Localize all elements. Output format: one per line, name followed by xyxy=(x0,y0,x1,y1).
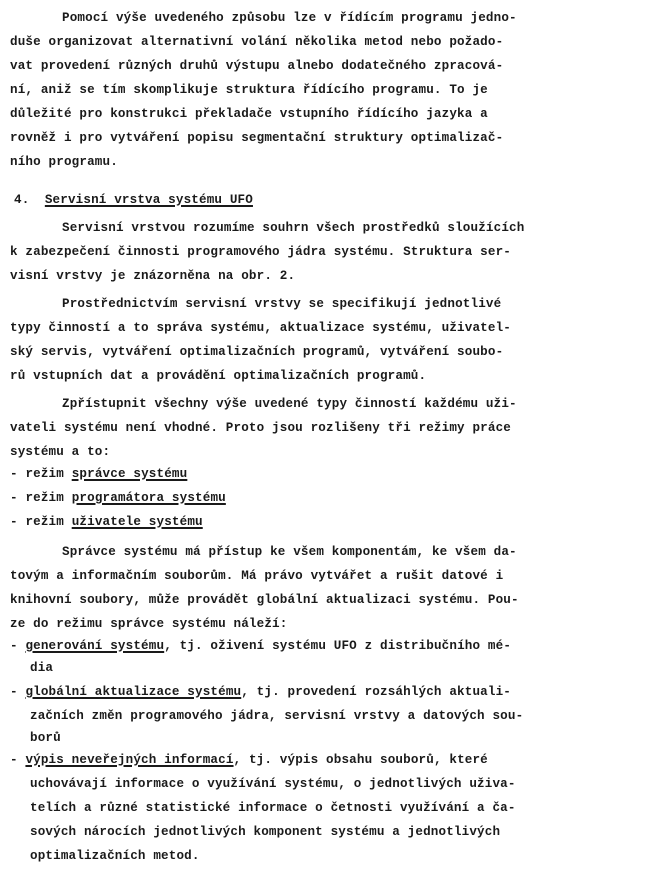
mode-prefix: režim xyxy=(25,491,64,505)
list-bullet: - xyxy=(10,639,18,653)
admin-line-3: knihovní soubory, může provádět globální aktualizaci systému. Pou- xyxy=(10,593,519,607)
definition-line-2: k zabezpečení činnosti programového jádra systému. Struktura ser- xyxy=(10,245,511,259)
list-bullet: - xyxy=(10,515,18,529)
mode-term: programátora systému xyxy=(71,491,226,505)
list-item-continuation: dia xyxy=(30,661,54,675)
list-item-continuation: borů xyxy=(30,731,61,745)
list-bullet: - xyxy=(10,753,18,767)
intro-line-3: vat provedení různých druhů výstupu alnebo dodatečného zpracová- xyxy=(10,59,504,73)
definition-line-3: visní vrstvy je znázorněna na obr. 2. xyxy=(10,269,296,283)
list-item-continuation: telích a různé statistické informace o četnosti využívání a ča- xyxy=(30,801,516,815)
admin-line-1: Správce systému má přístup ke všem komponentám, ke všem da- xyxy=(62,545,517,559)
list-item xyxy=(10,488,226,508)
section-number: 4. xyxy=(14,193,30,207)
list-bullet: - xyxy=(10,467,18,481)
section-title: Servisní vrstva systému UFO xyxy=(44,193,253,207)
definition-line-1: Servisní vrstvou rozumíme souhrn všech prostředků sloužících xyxy=(62,221,525,235)
section-heading xyxy=(14,190,253,210)
list-item-continuation: začních změn programového jádra, servisní vrstvy a datových sou- xyxy=(30,709,524,723)
list-item xyxy=(10,750,488,770)
list-item-continuation: sových nárocích jednotlivých komponent systému a jednotlivých xyxy=(30,825,501,839)
mode-term: správce systému xyxy=(71,467,188,481)
intro-line-6: rovněž i pro vytváření popisu segmentační struktury optimalizač- xyxy=(10,131,504,145)
modes-line-2: vateli systému není vhodné. Proto jsou rozlišeny tři režimy práce xyxy=(10,421,511,435)
activities-line-3: ský servis, vytváření optimalizačních programů, vytváření soubo- xyxy=(10,345,504,359)
modes-line-3: systému a to: xyxy=(10,445,111,459)
admin-term-description: , tj. provedení rozsáhlých aktuali- xyxy=(241,685,512,699)
admin-line-4: ze do režimu správce systému náleží: xyxy=(10,617,288,631)
list-bullet: - xyxy=(10,685,18,699)
admin-term-description: , tj. výpis obsahu souborů, které xyxy=(233,753,488,767)
admin-term-description: , tj. oživení systému UFO z distribučního mé- xyxy=(164,639,512,653)
intro-line-1: Pomocí výše uvedeného způsobu lze v řídícím programu jedno- xyxy=(62,11,517,25)
list-bullet: - xyxy=(10,491,18,505)
list-item xyxy=(10,682,511,702)
list-item xyxy=(10,464,187,484)
activities-line-4: rů vstupních dat a provádění optimalizačních programů. xyxy=(10,369,427,383)
intro-line-4: ní, aniž se tím skomplikuje struktura řídícího programu. To je xyxy=(10,83,488,97)
admin-term: výpis neveřejných informací xyxy=(25,753,234,767)
intro-line-2: duše organizovat alternativní volání několika metod nebo požado- xyxy=(10,35,504,49)
activities-line-2: typy činností a to správa systému, aktualizace systému, uživatel- xyxy=(10,321,511,335)
mode-prefix: režim xyxy=(25,467,64,481)
list-item-continuation: uchovávají informace o využívání systému, o jednotlivých uživa- xyxy=(30,777,516,791)
list-item-continuation: optimalizačních metod. xyxy=(30,849,200,863)
list-item xyxy=(10,512,203,532)
admin-term: globální aktualizace systému xyxy=(25,685,242,699)
mode-term: uživatele systému xyxy=(71,515,203,529)
activities-line-1: Prostřednictvím servisní vrstvy se specifikují jednotlivé xyxy=(62,297,502,311)
mode-prefix: režim xyxy=(25,515,64,529)
list-item xyxy=(10,636,511,656)
intro-line-5: důležité pro konstrukci překladače vstupního řídícího jazyka a xyxy=(10,107,488,121)
admin-term: generování systému xyxy=(25,639,165,653)
intro-line-7: ního programu. xyxy=(10,155,118,169)
admin-line-2: tovým a informačním souborům. Má právo vytvářet a rušit datové i xyxy=(10,569,504,583)
modes-line-1: Zpřístupnit všechny výše uvedené typy činností každému uži- xyxy=(62,397,517,411)
